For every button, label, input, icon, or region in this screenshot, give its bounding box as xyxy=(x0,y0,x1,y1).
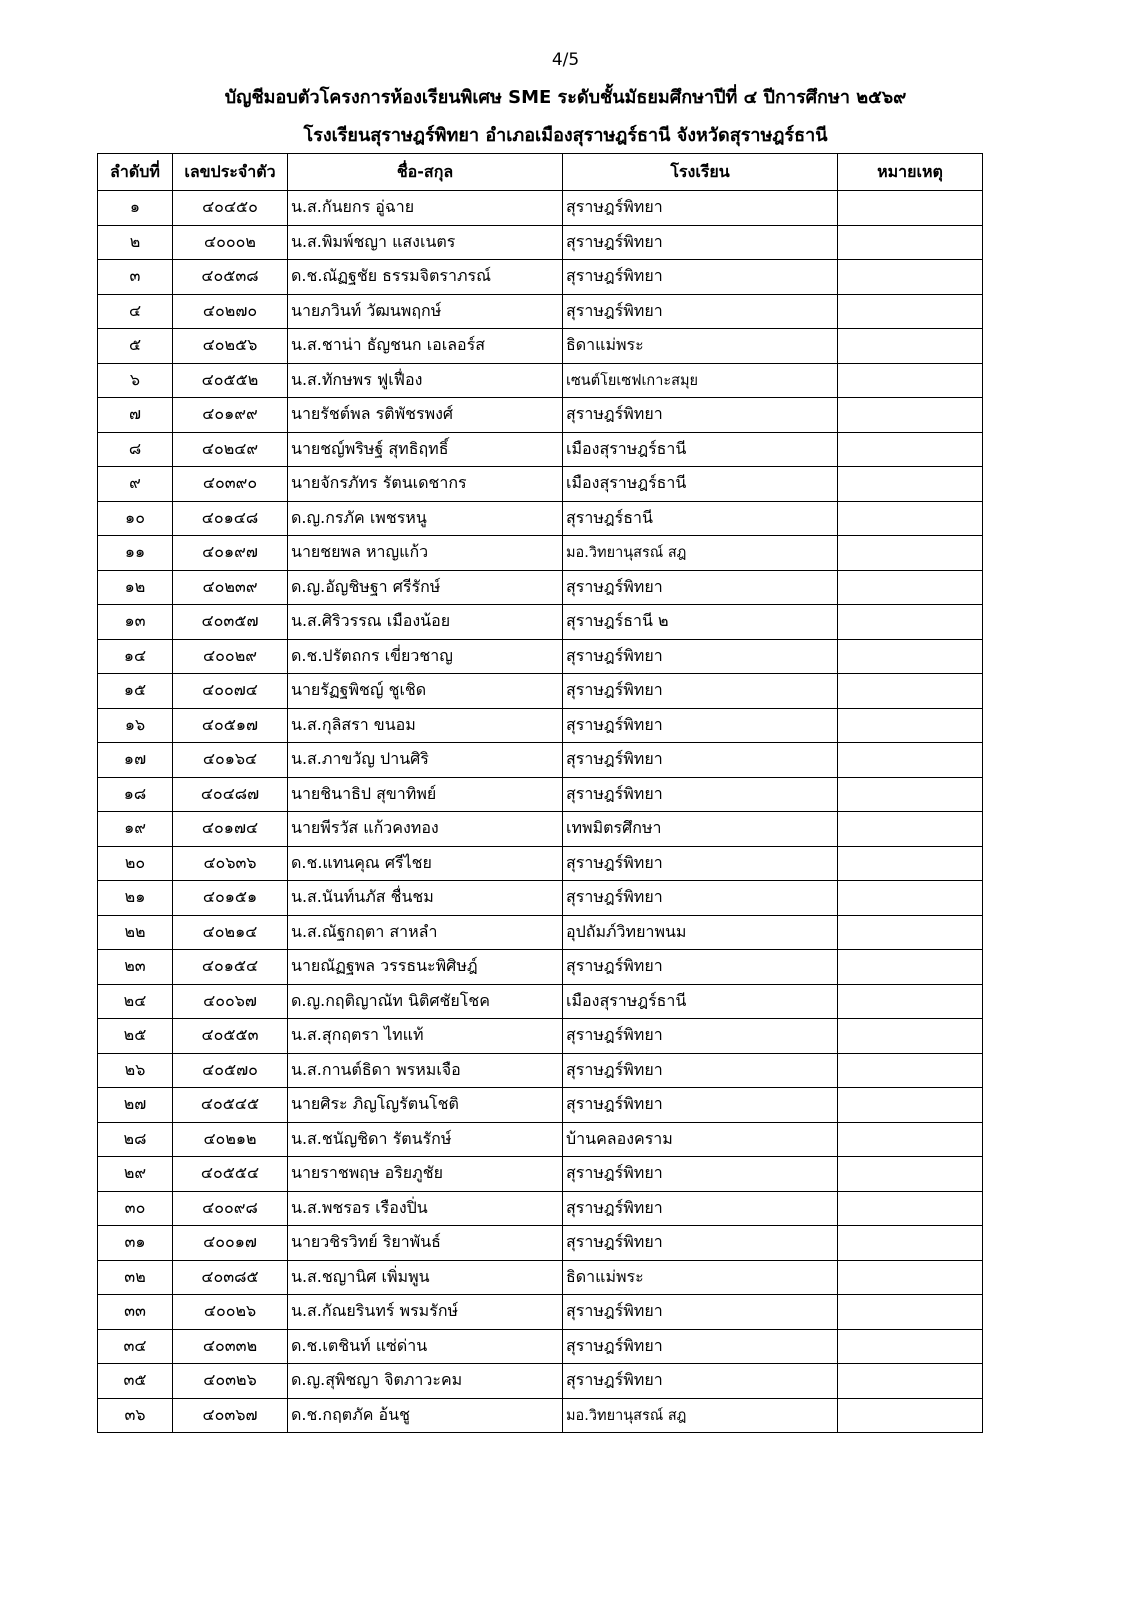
cell-note xyxy=(838,1088,983,1123)
cell-school: สุราษฎร์พิทยา xyxy=(563,225,838,260)
cell-student-id: ๔๐๑๙๗ xyxy=(173,536,288,571)
table-row xyxy=(98,812,983,847)
cell-student-name: น.ส.ศิริวรรณ เมืองน้อย xyxy=(288,605,563,640)
cell-seq: ๑๘ xyxy=(98,777,173,812)
cell-school: มอ.วิทยานุสรณ์ สฎ xyxy=(563,1398,838,1433)
table-row xyxy=(98,329,983,364)
cell-student-name: ด.ช.กฤตภัค อ้นชู xyxy=(288,1398,563,1433)
table-row xyxy=(98,708,983,743)
document-subtitle: โรงเรียนสุราษฎร์พิทยา อำเภอเมืองสุราษฎร์ธานี จังหวัดสุราษฎร์ธานี xyxy=(303,125,828,146)
cell-student-id: ๔๐๕๕๓ xyxy=(173,1019,288,1054)
cell-seq: ๒๐ xyxy=(98,846,173,881)
cell-seq: ๓ xyxy=(98,260,173,295)
cell-note xyxy=(838,984,983,1019)
cell-school: สุราษฎร์พิทยา xyxy=(563,743,838,778)
cell-seq: ๑๓ xyxy=(98,605,173,640)
cell-student-name: น.ส.สุกฤตรา ไทแท้ xyxy=(288,1019,563,1054)
cell-student-id: ๔๐๓๕๗ xyxy=(173,605,288,640)
cell-seq: ๒๘ xyxy=(98,1122,173,1157)
table-row xyxy=(98,639,983,674)
table-row xyxy=(98,984,983,1019)
cell-note xyxy=(838,294,983,329)
cell-note xyxy=(838,1364,983,1399)
cell-student-id: ๔๐๕๓๘ xyxy=(173,260,288,295)
cell-student-id: ๔๐๒๗๐ xyxy=(173,294,288,329)
cell-student-id: ๔๐๒๕๖ xyxy=(173,329,288,364)
cell-note xyxy=(838,846,983,881)
cell-student-id: ๔๐๐๒๖ xyxy=(173,1295,288,1330)
table-row xyxy=(98,294,983,329)
cell-school: สุราษฎร์พิทยา xyxy=(563,846,838,881)
cell-student-id: ๔๐๑๕๔ xyxy=(173,950,288,985)
cell-student-id: ๔๐๑๔๘ xyxy=(173,501,288,536)
cell-school: สุราษฎร์พิทยา xyxy=(563,1364,838,1399)
cell-seq: ๓๐ xyxy=(98,1191,173,1226)
cell-seq: ๙ xyxy=(98,467,173,502)
cell-student-name: นายจักรภัทร รัตนเดชากร xyxy=(288,467,563,502)
table-row xyxy=(98,1053,983,1088)
cell-seq: ๒๕ xyxy=(98,1019,173,1054)
cell-seq: ๑๖ xyxy=(98,708,173,743)
cell-school: ธิดาแม่พระ xyxy=(563,329,838,364)
cell-school: สุราษฎร์พิทยา xyxy=(563,1157,838,1192)
cell-school: เมืองสุราษฎร์ธานี xyxy=(563,984,838,1019)
cell-seq: ๓๒ xyxy=(98,1260,173,1295)
cell-student-id: ๔๐๔๕๐ xyxy=(173,191,288,226)
cell-note xyxy=(838,777,983,812)
student-roster-table xyxy=(97,153,983,1433)
cell-note xyxy=(838,1295,983,1330)
cell-note xyxy=(838,674,983,709)
cell-student-name: ด.ช.ปรัตถกร เขี่ยวชาญ xyxy=(288,639,563,674)
cell-student-id: ๔๐๐๙๘ xyxy=(173,1191,288,1226)
cell-school: เมืองสุราษฎร์ธานี xyxy=(563,432,838,467)
table-row xyxy=(98,536,983,571)
cell-student-id: ๔๐๐๒๙ xyxy=(173,639,288,674)
cell-note xyxy=(838,605,983,640)
cell-school: สุราษฎร์พิทยา xyxy=(563,1019,838,1054)
header-seq: ลำดับที่ xyxy=(98,154,173,191)
cell-student-name: นายชยพล หาญแก้ว xyxy=(288,536,563,571)
cell-seq: ๓๔ xyxy=(98,1329,173,1364)
table-row xyxy=(98,1088,983,1123)
cell-student-id: ๔๐๓๖๗ xyxy=(173,1398,288,1433)
table-header-row xyxy=(98,154,983,191)
table-row xyxy=(98,398,983,433)
cell-student-name: นายรัชต์พล รติพัชรพงศ์ xyxy=(288,398,563,433)
cell-seq: ๑๙ xyxy=(98,812,173,847)
cell-seq: ๒๒ xyxy=(98,915,173,950)
cell-student-name: นายรัฏฐพิชญ์ ชูเชิด xyxy=(288,674,563,709)
cell-note xyxy=(838,501,983,536)
cell-seq: ๑๕ xyxy=(98,674,173,709)
cell-student-id: ๔๐๐๐๒ xyxy=(173,225,288,260)
table-row xyxy=(98,1191,983,1226)
cell-note xyxy=(838,398,983,433)
cell-school: สุราษฎร์พิทยา xyxy=(563,1053,838,1088)
cell-note xyxy=(838,329,983,364)
cell-student-name: ด.ญ.กฤติญาณัท นิติศชัยโชค xyxy=(288,984,563,1019)
cell-school: สุราษฎร์พิทยา xyxy=(563,1226,838,1261)
cell-school: เทพมิตรศึกษา xyxy=(563,812,838,847)
cell-school: สุราษฎร์พิทยา xyxy=(563,1088,838,1123)
cell-note xyxy=(838,1329,983,1364)
cell-note xyxy=(838,536,983,571)
cell-note xyxy=(838,639,983,674)
cell-student-id: ๔๐๑๕๑ xyxy=(173,881,288,916)
table-row xyxy=(98,881,983,916)
cell-student-id: ๔๐๑๖๔ xyxy=(173,743,288,778)
cell-student-id: ๔๐๔๘๗ xyxy=(173,777,288,812)
cell-student-name: น.ส.ชาน่า ธัญชนก เอเลอร์ส xyxy=(288,329,563,364)
cell-note xyxy=(838,570,983,605)
cell-seq: ๕ xyxy=(98,329,173,364)
cell-school: สุราษฎร์พิทยา xyxy=(563,191,838,226)
cell-note xyxy=(838,812,983,847)
table-row xyxy=(98,950,983,985)
cell-student-name: น.ส.ภาขวัญ ปานศิริ xyxy=(288,743,563,778)
cell-student-name: นายศิระ ภิญโญรัตนโชติ xyxy=(288,1088,563,1123)
cell-seq: ๖ xyxy=(98,363,173,398)
cell-student-id: ๔๐๐๗๔ xyxy=(173,674,288,709)
cell-seq: ๑๔ xyxy=(98,639,173,674)
cell-student-id: ๔๐๕๕๒ xyxy=(173,363,288,398)
cell-school: สุราษฎร์พิทยา xyxy=(563,1295,838,1330)
cell-school: สุราษฎร์ธานี ๒ xyxy=(563,605,838,640)
cell-student-name: ด.ช.ณัฏฐชัย ธรรมจิตราภรณ์ xyxy=(288,260,563,295)
cell-student-name: น.ส.ณัฐกฤตา สาหลำ xyxy=(288,915,563,950)
cell-seq: ๒๑ xyxy=(98,881,173,916)
cell-seq: ๒๖ xyxy=(98,1053,173,1088)
cell-seq: ๒๓ xyxy=(98,950,173,985)
cell-seq: ๑๐ xyxy=(98,501,173,536)
cell-note xyxy=(838,1226,983,1261)
cell-student-id: ๔๐๓๓๒ xyxy=(173,1329,288,1364)
cell-school: สุราษฎร์พิทยา xyxy=(563,1329,838,1364)
cell-student-id: ๔๐๒๑๒ xyxy=(173,1122,288,1157)
cell-student-name: น.ส.พชรอร เรืองปิ่น xyxy=(288,1191,563,1226)
cell-student-name: นายพีรวัส แก้วคงทอง xyxy=(288,812,563,847)
cell-note xyxy=(838,708,983,743)
cell-student-name: น.ส.ชนัญชิดา รัตนรักษ์ xyxy=(288,1122,563,1157)
cell-note xyxy=(838,950,983,985)
header-school: โรงเรียน xyxy=(563,154,838,191)
cell-note xyxy=(838,1191,983,1226)
cell-seq: ๘ xyxy=(98,432,173,467)
cell-school: เซนต์โยเซฟเกาะสมุย xyxy=(563,363,838,398)
page-number: 4/5 xyxy=(551,50,580,70)
table-row xyxy=(98,1329,983,1364)
cell-seq: ๗ xyxy=(98,398,173,433)
cell-student-name: น.ส.พิมพ์ชญา แสงเนตร xyxy=(288,225,563,260)
header-id: เลขประจำตัว xyxy=(173,154,288,191)
header-name: ชื่อ-สกุล xyxy=(288,154,563,191)
cell-seq: ๒๔ xyxy=(98,984,173,1019)
cell-student-id: ๔๐๕๔๕ xyxy=(173,1088,288,1123)
table-row xyxy=(98,501,983,536)
cell-student-name: ด.ญ.อัญชิษฐา ศรีรักษ์ xyxy=(288,570,563,605)
cell-note xyxy=(838,1260,983,1295)
cell-note xyxy=(838,191,983,226)
cell-student-id: ๔๐๓๙๐ xyxy=(173,467,288,502)
cell-note xyxy=(838,225,983,260)
table-row xyxy=(98,1295,983,1330)
cell-student-id: ๔๐๒๔๙ xyxy=(173,432,288,467)
cell-student-id: ๔๐๖๓๖ xyxy=(173,846,288,881)
cell-school: สุราษฎร์พิทยา xyxy=(563,950,838,985)
cell-school: สุราษฎร์พิทยา xyxy=(563,639,838,674)
cell-student-id: ๔๐๕๑๗ xyxy=(173,708,288,743)
cell-seq: ๓๑ xyxy=(98,1226,173,1261)
table-row xyxy=(98,777,983,812)
cell-note xyxy=(838,1053,983,1088)
cell-student-id: ๔๐๓๒๖ xyxy=(173,1364,288,1399)
table-row xyxy=(98,191,983,226)
cell-seq: ๑๗ xyxy=(98,743,173,778)
cell-note xyxy=(838,1019,983,1054)
table-row xyxy=(98,1364,983,1399)
cell-seq: ๒ xyxy=(98,225,173,260)
table-row xyxy=(98,432,983,467)
cell-school: ธิดาแม่พระ xyxy=(563,1260,838,1295)
table-row xyxy=(98,674,983,709)
table-row xyxy=(98,915,983,950)
cell-student-name: น.ส.กัณยรินทร์ พรมรักษ์ xyxy=(288,1295,563,1330)
cell-student-name: นายราชพฤษ อริยภูชัย xyxy=(288,1157,563,1192)
cell-note xyxy=(838,881,983,916)
cell-school: มอ.วิทยานุสรณ์ สฎ xyxy=(563,536,838,571)
cell-school: บ้านคลองคราม xyxy=(563,1122,838,1157)
cell-student-name: นายชินาธิป สุขาทิพย์ xyxy=(288,777,563,812)
cell-school: สุราษฎร์พิทยา xyxy=(563,708,838,743)
cell-student-id: ๔๐๐๑๗ xyxy=(173,1226,288,1261)
cell-student-id: ๔๐๑๙๙ xyxy=(173,398,288,433)
cell-student-name: ด.ญ.กรภัค เพชรหนู xyxy=(288,501,563,536)
table-row xyxy=(98,1398,983,1433)
table-row xyxy=(98,1122,983,1157)
cell-seq: ๓๓ xyxy=(98,1295,173,1330)
table-row xyxy=(98,363,983,398)
table-row xyxy=(98,1157,983,1192)
cell-note xyxy=(838,1157,983,1192)
table-body xyxy=(98,191,983,1433)
header-note: หมายเหตุ xyxy=(838,154,983,191)
cell-student-id: ๔๐๓๘๕ xyxy=(173,1260,288,1295)
cell-seq: ๓๕ xyxy=(98,1364,173,1399)
cell-school: สุราษฎร์พิทยา xyxy=(563,777,838,812)
cell-student-name: นายชญ์พริษฐ์ สุทธิฤทธิ์ xyxy=(288,432,563,467)
cell-note xyxy=(838,363,983,398)
cell-seq: ๑๑ xyxy=(98,536,173,571)
cell-note xyxy=(838,915,983,950)
cell-student-name: ด.ญ.สุพิชญา จิตภาวะคม xyxy=(288,1364,563,1399)
cell-school: สุราษฎร์พิทยา xyxy=(563,1191,838,1226)
cell-school: สุราษฎร์พิทยา xyxy=(563,881,838,916)
cell-seq: ๑ xyxy=(98,191,173,226)
cell-school: สุราษฎร์ธานี xyxy=(563,501,838,536)
cell-seq: ๑๒ xyxy=(98,570,173,605)
table-row xyxy=(98,570,983,605)
cell-student-name: น.ส.กานต์ธิดา พรหมเจือ xyxy=(288,1053,563,1088)
cell-seq: ๒๙ xyxy=(98,1157,173,1192)
cell-note xyxy=(838,743,983,778)
cell-student-id: ๔๐๑๗๔ xyxy=(173,812,288,847)
cell-student-id: ๔๐๐๖๗ xyxy=(173,984,288,1019)
cell-student-name: นายวชิรวิทย์ ริยาพันธ์ xyxy=(288,1226,563,1261)
document-title: บัญชีมอบตัวโครงการห้องเรียนพิเศษ SME ระดับชั้นมัธยมศึกษาปีที่ ๔ ปีการศึกษา ๒๕๖๙ xyxy=(224,87,907,108)
table-row xyxy=(98,1260,983,1295)
cell-student-name: นายณัฏฐพล วรรธนะพิศิษฎ์ xyxy=(288,950,563,985)
cell-note xyxy=(838,432,983,467)
cell-school: สุราษฎร์พิทยา xyxy=(563,294,838,329)
cell-student-name: นายภวินท์ วัฒนพฤกษ์ xyxy=(288,294,563,329)
cell-student-name: น.ส.ชญานิศ เพิ่มพูน xyxy=(288,1260,563,1295)
cell-student-id: ๔๐๒๓๙ xyxy=(173,570,288,605)
cell-student-name: ด.ช.เตชินท์ แซ่ด่าน xyxy=(288,1329,563,1364)
table-row xyxy=(98,260,983,295)
table-row xyxy=(98,743,983,778)
cell-note xyxy=(838,260,983,295)
cell-school: สุราษฎร์พิทยา xyxy=(563,674,838,709)
cell-student-name: น.ส.นันท์นภัส ชื่นชม xyxy=(288,881,563,916)
cell-school: สุราษฎร์พิทยา xyxy=(563,260,838,295)
cell-note xyxy=(838,467,983,502)
cell-student-name: ด.ช.แทนคุณ ศรีไชย xyxy=(288,846,563,881)
cell-school: สุราษฎร์พิทยา xyxy=(563,570,838,605)
cell-student-name: น.ส.กุลิสรา ขนอม xyxy=(288,708,563,743)
cell-seq: ๓๖ xyxy=(98,1398,173,1433)
table-row xyxy=(98,225,983,260)
table-row xyxy=(98,467,983,502)
cell-school: เมืองสุราษฎร์ธานี xyxy=(563,467,838,502)
cell-student-id: ๔๐๕๗๐ xyxy=(173,1053,288,1088)
cell-student-id: ๔๐๒๑๔ xyxy=(173,915,288,950)
cell-seq: ๒๗ xyxy=(98,1088,173,1123)
cell-seq: ๔ xyxy=(98,294,173,329)
cell-school: อุปถัมภ์วิทยาพนม xyxy=(563,915,838,950)
table-row xyxy=(98,605,983,640)
cell-student-name: น.ส.ทักษพร ฟูเฟื่อง xyxy=(288,363,563,398)
table-row xyxy=(98,1019,983,1054)
cell-student-name: น.ส.กันยกร อู่ฉาย xyxy=(288,191,563,226)
cell-school: สุราษฎร์พิทยา xyxy=(563,398,838,433)
table-row xyxy=(98,1226,983,1261)
table-row xyxy=(98,846,983,881)
cell-note xyxy=(838,1398,983,1433)
cell-note xyxy=(838,1122,983,1157)
cell-student-id: ๔๐๕๕๔ xyxy=(173,1157,288,1192)
